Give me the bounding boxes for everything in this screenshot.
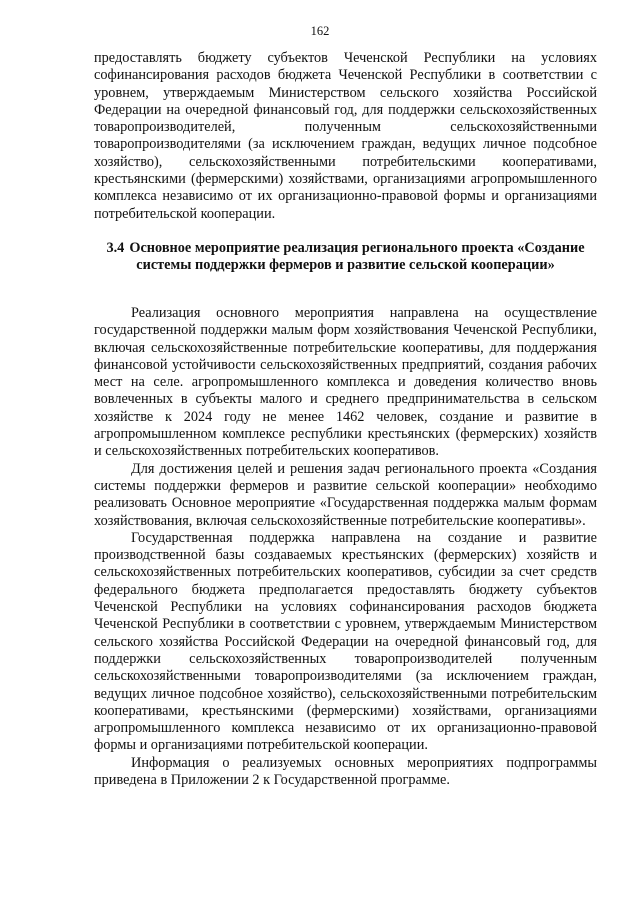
intro-paragraph: предоставлять бюджету субъектов Чеченской Республики на условиях софинансирования расходов бюджета Чеченской Республики в соответствии с уровнем, утверждаемым Министерством сельского хозяйства Российской Федерации на очередной финансовый год, для поддержки сельскохозяйственных товаропроизводителей, полученным сельскохозяйственными товаропроизводителями (за исключением граждан, ведущих личное подсобное хозяйство), сельскохозяйственными потребительскими кооперативами, крестьянскими (фермерскими) хозяйствами, организациями агропромышленного комплекса независимо от их организационно-правовой формы и организациями потребительской кооперации.: [94, 50, 597, 222]
paragraph-state-support: Государственная поддержка направлена на создание и развитие производственной базы создаваемых крестьянских (фермерских) хозяйств и сельскохозяйственных потребительских кооперативов, субсидии за счет средств федерального бюджета предполагается предоставлять бюджету субъектов Чеченской Республики на условиях софинансирования расходов бюджета Чеченской Республики в соответствии с уровнем, утверждаемым Министерством сельского хозяйства Российской Федерации на очередной финансовый год, для поддержки сельскохозяйственных товаропроизводителей полученным сельскохозяйственными товаропроизводителями (за исключением граждан, ведущих личное подсобное хозяйство), сельскохозяйственными потребительским кооперативами, крестьянскими (фермерскими) хозяйствами, организациями агропромышленного комплекса независимо от их организационно-правовой формы и организациями потребительской кооперации.: [94, 529, 597, 754]
document-body: [94, 50, 597, 789]
section-number: 3.4: [106, 239, 125, 256]
paragraph-implementation: Реализация основного мероприятия направлена на осуществление государственной поддержки малым форм хозяйствования Чеченской Республики, включая сельскохозяйственные потребительские кооперативы, для поддержания финансовой устойчивости сельскохозяйственных предприятий, создания рабочих мест на селе. агропромышленного комплекса и доведения количество вновь вовлеченных в субъекты малого и среднего предпринимательства в сельском хозяйстве к 2024 году не менее 1462 человек, создание и развитие в агропромышленном комплексе республики крестьянских (фермерских) хозяйств и сельскохозяйственных потребительских кооперативов.: [94, 304, 597, 460]
section-heading: [94, 240, 597, 274]
section-title: Основное мероприятие реализация регионального проекта «Создание системы поддержки фермеров и развитие сельской кооперации»: [129, 239, 585, 273]
paragraph-goals: Для достижения целей и решения задач регионального проекта «Создания системы поддержки фермеров и развитие сельской кооперации» необходимо реализовать Основное мероприятие «Государственная поддержка малым формам хозяйствования, включая сельскохозяйственные потребительские кооперативы».: [94, 460, 597, 529]
paragraph-information: Информация о реализуемых основных мероприятиях подпрограммы приведена в Приложении 2 к Государственной программе.: [94, 754, 597, 788]
page-number: 162: [310, 24, 330, 38]
